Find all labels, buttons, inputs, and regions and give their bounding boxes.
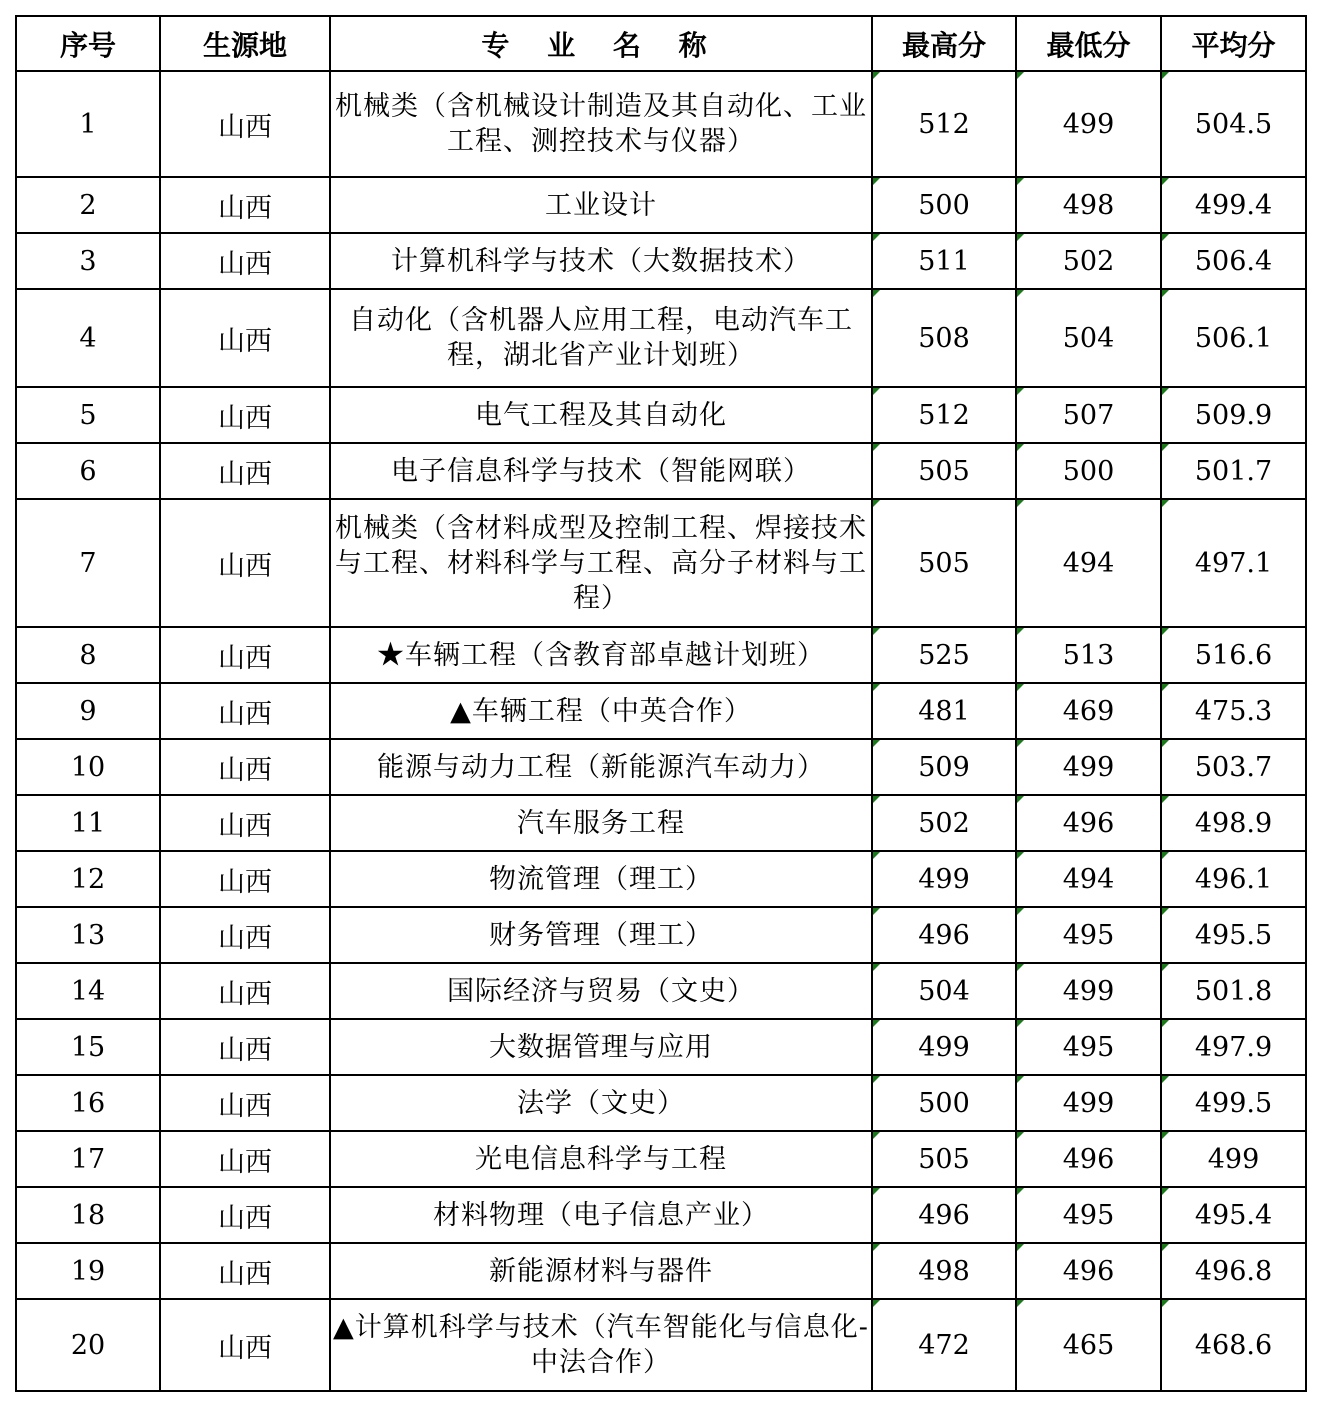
row-major: 自动化（含机器人应用工程，电动汽车工程，湖北省产业计划班） <box>330 289 872 387</box>
row-max-score: 481 <box>872 683 1016 739</box>
table-row <box>16 289 1306 387</box>
row-avg-score: 501.7 <box>1161 443 1306 499</box>
row-max-score: 505 <box>872 443 1016 499</box>
header-region: 生源地 <box>160 16 330 71</box>
row-no: 4 <box>16 289 160 387</box>
row-no: 14 <box>16 963 160 1019</box>
row-major: ▲计算机科学与技术（汽车智能化与信息化-中法合作） <box>330 1299 872 1391</box>
row-min-score: 495 <box>1016 907 1161 963</box>
row-avg-score: 496.1 <box>1161 851 1306 907</box>
row-major: 电子信息科学与技术（智能网联） <box>330 443 872 499</box>
row-region: 山西 <box>160 1187 330 1243</box>
row-min-score: 469 <box>1016 683 1161 739</box>
row-region: 山西 <box>160 443 330 499</box>
row-avg-score: 499.4 <box>1161 177 1306 233</box>
row-max-score: 505 <box>872 1131 1016 1187</box>
row-no: 9 <box>16 683 160 739</box>
header-max: 最高分 <box>872 16 1016 71</box>
row-avg-score: 499 <box>1161 1131 1306 1187</box>
table-row <box>16 443 1306 499</box>
row-no: 16 <box>16 1075 160 1131</box>
row-min-score: 496 <box>1016 1243 1161 1299</box>
row-no: 12 <box>16 851 160 907</box>
row-avg-score: 497.1 <box>1161 499 1306 627</box>
row-no: 5 <box>16 387 160 443</box>
table-row <box>16 1299 1306 1391</box>
row-avg-score: 503.7 <box>1161 739 1306 795</box>
row-no: 8 <box>16 627 160 683</box>
table-row <box>16 795 1306 851</box>
row-min-score: 465 <box>1016 1299 1161 1391</box>
row-avg-score: 498.9 <box>1161 795 1306 851</box>
row-region: 山西 <box>160 1299 330 1391</box>
row-region: 山西 <box>160 499 330 627</box>
row-max-score: 504 <box>872 963 1016 1019</box>
row-max-score: 509 <box>872 739 1016 795</box>
row-max-score: 499 <box>872 1019 1016 1075</box>
row-major: 新能源材料与器件 <box>330 1243 872 1299</box>
row-no: 18 <box>16 1187 160 1243</box>
row-avg-score: 495.4 <box>1161 1187 1306 1243</box>
row-max-score: 502 <box>872 795 1016 851</box>
row-min-score: 500 <box>1016 443 1161 499</box>
table-row <box>16 1075 1306 1131</box>
row-region: 山西 <box>160 963 330 1019</box>
table-row <box>16 233 1306 289</box>
table-row <box>16 907 1306 963</box>
header-no: 序号 <box>16 16 160 71</box>
row-major: 工业设计 <box>330 177 872 233</box>
row-region: 山西 <box>160 739 330 795</box>
row-max-score: 512 <box>872 387 1016 443</box>
header-avg: 平均分 <box>1161 16 1306 71</box>
row-max-score: 511 <box>872 233 1016 289</box>
row-region: 山西 <box>160 1075 330 1131</box>
row-max-score: 496 <box>872 1187 1016 1243</box>
row-region: 山西 <box>160 387 330 443</box>
row-min-score: 494 <box>1016 499 1161 627</box>
row-min-score: 513 <box>1016 627 1161 683</box>
table-row <box>16 71 1306 177</box>
row-major: 电气工程及其自动化 <box>330 387 872 443</box>
row-no: 3 <box>16 233 160 289</box>
header-min: 最低分 <box>1016 16 1161 71</box>
row-min-score: 495 <box>1016 1019 1161 1075</box>
row-no: 15 <box>16 1019 160 1075</box>
header-major: 专 业 名 称 <box>330 16 872 71</box>
row-major: 光电信息科学与工程 <box>330 1131 872 1187</box>
row-avg-score: 504.5 <box>1161 71 1306 177</box>
row-avg-score: 468.6 <box>1161 1299 1306 1391</box>
table-row <box>16 1187 1306 1243</box>
row-region: 山西 <box>160 71 330 177</box>
row-region: 山西 <box>160 683 330 739</box>
row-min-score: 495 <box>1016 1187 1161 1243</box>
row-no: 6 <box>16 443 160 499</box>
row-max-score: 496 <box>872 907 1016 963</box>
table-row <box>16 387 1306 443</box>
row-major: 大数据管理与应用 <box>330 1019 872 1075</box>
row-region: 山西 <box>160 795 330 851</box>
admission-scores-table <box>15 15 1307 1392</box>
row-min-score: 494 <box>1016 851 1161 907</box>
table-row <box>16 499 1306 627</box>
table-row <box>16 963 1306 1019</box>
row-major: 计算机科学与技术（大数据技术） <box>330 233 872 289</box>
row-min-score: 499 <box>1016 71 1161 177</box>
row-min-score: 496 <box>1016 795 1161 851</box>
row-max-score: 500 <box>872 177 1016 233</box>
row-max-score: 500 <box>872 1075 1016 1131</box>
row-region: 山西 <box>160 1243 330 1299</box>
row-region: 山西 <box>160 851 330 907</box>
row-avg-score: 497.9 <box>1161 1019 1306 1075</box>
table-row <box>16 851 1306 907</box>
row-major: 机械类（含材料成型及控制工程、焊接技术与工程、材料科学与工程、高分子材料与工程） <box>330 499 872 627</box>
row-no: 10 <box>16 739 160 795</box>
row-avg-score: 509.9 <box>1161 387 1306 443</box>
table-row <box>16 177 1306 233</box>
row-avg-score: 475.3 <box>1161 683 1306 739</box>
row-region: 山西 <box>160 627 330 683</box>
table-row <box>16 1019 1306 1075</box>
row-no: 11 <box>16 795 160 851</box>
row-major: 财务管理（理工） <box>330 907 872 963</box>
row-major: 材料物理（电子信息产业） <box>330 1187 872 1243</box>
table-row <box>16 739 1306 795</box>
row-major: 汽车服务工程 <box>330 795 872 851</box>
table-row <box>16 1131 1306 1187</box>
row-max-score: 505 <box>872 499 1016 627</box>
row-no: 1 <box>16 71 160 177</box>
row-max-score: 472 <box>872 1299 1016 1391</box>
row-no: 19 <box>16 1243 160 1299</box>
row-no: 20 <box>16 1299 160 1391</box>
row-major: 物流管理（理工） <box>330 851 872 907</box>
row-avg-score: 501.8 <box>1161 963 1306 1019</box>
row-max-score: 512 <box>872 71 1016 177</box>
table-row <box>16 683 1306 739</box>
row-region: 山西 <box>160 1019 330 1075</box>
row-min-score: 499 <box>1016 963 1161 1019</box>
row-avg-score: 506.1 <box>1161 289 1306 387</box>
row-min-score: 499 <box>1016 739 1161 795</box>
row-region: 山西 <box>160 177 330 233</box>
row-min-score: 496 <box>1016 1131 1161 1187</box>
row-no: 2 <box>16 177 160 233</box>
row-region: 山西 <box>160 289 330 387</box>
table-row <box>16 1243 1306 1299</box>
row-region: 山西 <box>160 907 330 963</box>
row-major: 国际经济与贸易（文史） <box>330 963 872 1019</box>
row-no: 13 <box>16 907 160 963</box>
row-no: 7 <box>16 499 160 627</box>
row-max-score: 498 <box>872 1243 1016 1299</box>
row-major: ★车辆工程（含教育部卓越计划班） <box>330 627 872 683</box>
row-no: 17 <box>16 1131 160 1187</box>
row-major: 机械类（含机械设计制造及其自动化、工业工程、测控技术与仪器） <box>330 71 872 177</box>
row-avg-score: 516.6 <box>1161 627 1306 683</box>
row-min-score: 502 <box>1016 233 1161 289</box>
row-avg-score: 496.8 <box>1161 1243 1306 1299</box>
row-min-score: 498 <box>1016 177 1161 233</box>
row-avg-score: 495.5 <box>1161 907 1306 963</box>
row-region: 山西 <box>160 233 330 289</box>
row-min-score: 507 <box>1016 387 1161 443</box>
row-region: 山西 <box>160 1131 330 1187</box>
row-min-score: 499 <box>1016 1075 1161 1131</box>
row-major: ▲车辆工程（中英合作） <box>330 683 872 739</box>
row-max-score: 525 <box>872 627 1016 683</box>
header-row <box>16 16 1306 71</box>
row-max-score: 499 <box>872 851 1016 907</box>
row-avg-score: 506.4 <box>1161 233 1306 289</box>
table-row <box>16 627 1306 683</box>
row-major: 能源与动力工程（新能源汽车动力） <box>330 739 872 795</box>
row-max-score: 508 <box>872 289 1016 387</box>
row-avg-score: 499.5 <box>1161 1075 1306 1131</box>
row-min-score: 504 <box>1016 289 1161 387</box>
row-major: 法学（文史） <box>330 1075 872 1131</box>
